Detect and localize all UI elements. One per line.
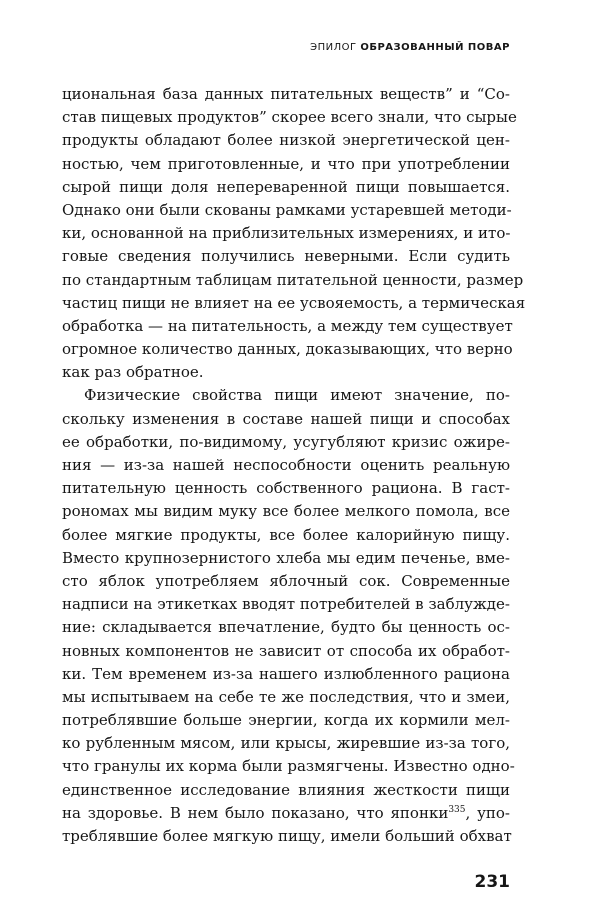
text-line: сырой пищи доля непереваренной пищи повышается. <box>62 177 510 196</box>
text-line: Однако они были скованы рамками устаревшей методи- <box>62 200 512 219</box>
running-head-chapter: ОБРАЗОВАННЫЙ ПОВАР <box>360 42 510 53</box>
paragraph-first-line: Физические свойства пищи имеют значение, по- <box>84 386 510 405</box>
text-line: ния — из-за нашей неспособности оценить реальную <box>62 456 510 474</box>
text-line: огромное количество данных, доказывающих, что верно <box>62 340 513 359</box>
text-line: ки, основанной на приблизительных измерениях, и ито- <box>62 224 511 243</box>
text-line: единственное исследование влияния жесткости пищи <box>62 780 510 799</box>
page-number: 231 <box>474 872 510 892</box>
text-line: что гранулы их корма были размягчены. Известно одно- <box>62 757 515 776</box>
text-line: став пищевых продуктов” скорее всего знали, что сырые <box>62 108 517 127</box>
text-line: ки. Тем временем из-за нашего излюбленного рациона <box>62 664 510 683</box>
running-head-section: ЭПИЛОГ <box>310 42 357 53</box>
text-line: продукты обладают более низкой энергетической цен- <box>62 131 510 150</box>
text-line: ко рубленным мясом, или крысы, жиревшие из-за того, <box>62 734 510 753</box>
text-line-with-footnote <box>62 802 510 825</box>
text-line: более мягкие продукты, все более калорийную пищу. <box>62 525 510 544</box>
text-line: скольку изменения в составе нашей пищи и способах <box>62 409 510 428</box>
text-line: циональная база данных питательных веществ” и “Со- <box>62 85 510 103</box>
text-line: говые сведения получились неверными. Если судить <box>62 247 510 266</box>
text-line: ее обработки, по-видимому, усугубляют кризис ожире- <box>62 432 510 451</box>
text-fragment: , упо- <box>465 803 511 822</box>
paragraph-end-line: как раз обратное. <box>62 363 204 382</box>
footnote-reference: 335 <box>448 804 466 815</box>
text-line: Вместо крупнозернистого хлеба мы едим печенье, вме- <box>62 548 510 567</box>
text-line: частиц пищи не влияет на ее усвояемость, а термическая <box>62 293 526 312</box>
running-head <box>310 42 510 53</box>
text-line: надписи на этикетках вводят потребителей в заблужде- <box>62 595 510 614</box>
text-line: ние: складывается впечатление, будто бы ценность ос- <box>62 618 510 637</box>
text-line: питательную ценность собственного рациона. В гаст- <box>62 479 510 498</box>
body-text <box>62 83 526 848</box>
text-line: новных компонентов не зависит от способа их обработ- <box>62 641 510 660</box>
text-line: сто яблок употребляем яблочный сок. Современные <box>62 571 510 590</box>
text-line: мы испытываем на себе те же последствия, что и змеи, <box>62 687 510 706</box>
text-line: потреблявшие больше энергии, когда их кормили мел- <box>62 711 510 730</box>
text-line: рономах мы видим муку все более мелкого помола, все <box>62 502 510 521</box>
text-fragment: на здоровье. В нем было показано, что японки <box>62 803 449 822</box>
text-line: по стандартным таблицам питательной ценности, размер <box>62 270 524 289</box>
text-line: треблявшие более мягкую пищу, имели больший обхват <box>62 827 512 845</box>
text-line: обработка — на питательность, а между тем существует <box>62 316 513 335</box>
text-line: ностью, чем приготовленные, и что при употреблении <box>62 154 510 173</box>
